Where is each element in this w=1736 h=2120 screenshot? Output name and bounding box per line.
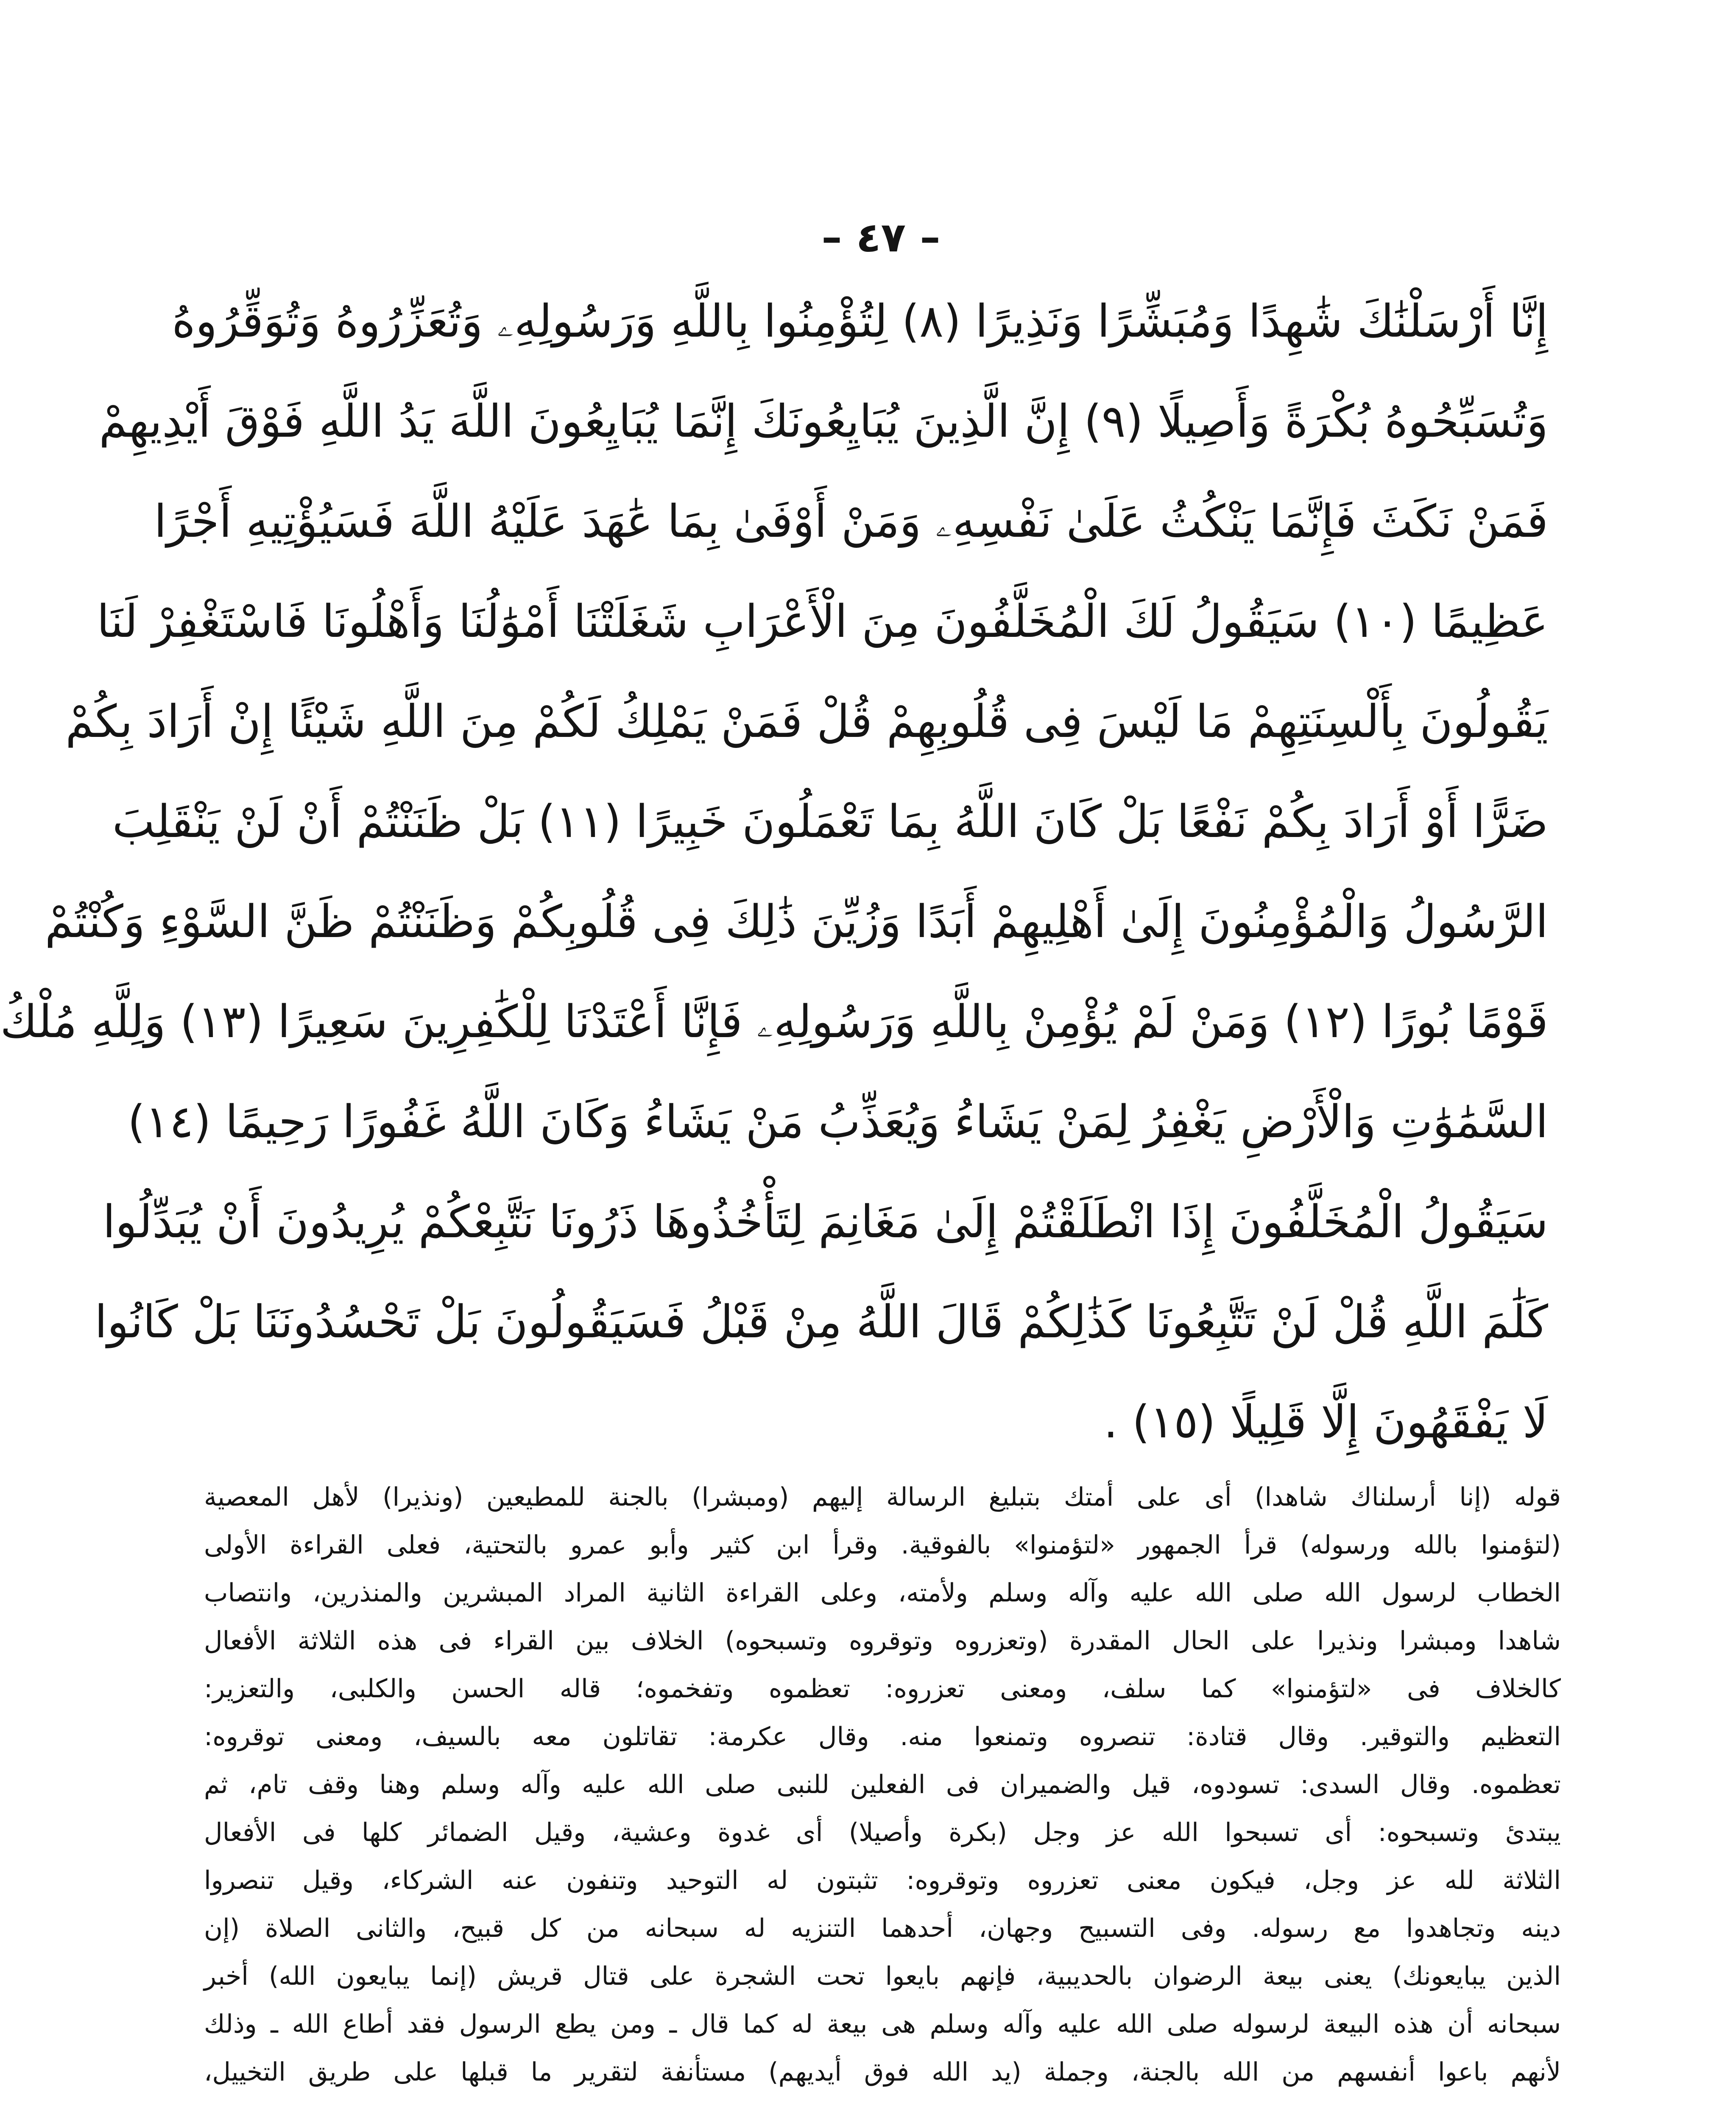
commentary-line: الخطاب لرسول الله صلى الله عليه وآله وسلم ولأمته، وعلى القراءة الثانية المراد المبشرين والمنذرين، وانتصاب: [204, 1578, 1561, 1608]
commentary-line: التعظيم والتوقير. وقال قتادة: تنصروه وتمنعوا منه. وقال عكرمة: تقاتلون معه بالسيف، ومعنى توقروه:: [204, 1722, 1561, 1752]
verse-line: وَتُسَبِّحُوهُ بُكْرَةً وَأَصِيلًا (٩) إِنَّ الَّذِينَ يُبَايِعُونَكَ إِنَّمَا يُبَايِعُونَ اللَّهَ يَدُ اللَّهِ فَوْقَ أَيْدِيهِمْ: [99, 395, 1548, 447]
commentary-line: يبتدئ وتسبحوه: أى تسبحوا الله عز وجل (بكرة وأصيلا) أى غدوة وعشية، وقيل الضمائر كلها فى الأفعال: [204, 1818, 1561, 1847]
commentary-line: الثلاثة لله عز وجل، فيكون معنى تعزروه وتوقروه: تثبتون له التوحيد وتنفون عنه الشركاء، وقيل تنصروا: [204, 1866, 1561, 1895]
page-number: – ٤٧ –: [821, 214, 941, 261]
verse-line: يَقُولُونَ بِأَلْسِنَتِهِمْ مَا لَيْسَ فِى قُلُوبِهِمْ قُلْ فَمَنْ يَمْلِكُ لَكُمْ مِنَ اللَّهِ شَيْئًا إِنْ أَرَادَ بِكُمْ: [65, 695, 1548, 748]
commentary-line: تعظموه. وقال السدى: تسودوه، قيل والضميران فى الفعلين للنبى صلى الله عليه وآله وسلم وهنا وقف تام، ثم: [204, 1770, 1561, 1799]
commentary-line: كالخلاف فى «لتؤمنوا» كما سلف، ومعنى تعزروه: تعظموه وتفخموه؛ قاله الحسن والكلبى، والتعزير:: [204, 1674, 1561, 1704]
commentary-line: لأنهم باعوا أنفسهم من الله بالجنة، وجملة (يد الله فوق أيديهم) مستأنفة لتقرير ما قبلها على طريق التخييل،: [204, 2057, 1561, 2087]
verse-line: ضَرًّا أَوْ أَرَادَ بِكُمْ نَفْعًا بَلْ كَانَ اللَّهُ بِمَا تَعْمَلُونَ خَبِيرًا (١١) بَلْ ظَنَنْتُمْ أَنْ لَنْ يَنْقَلِبَ: [112, 795, 1548, 848]
commentary-line: قوله (إنا أرسلناك شاهدا) أى على أمتك بتبليغ الرسالة إليهم (ومبشرا) بالجنة للمطيعين (ونذيرا) لأهل المعصية: [204, 1482, 1561, 1512]
commentary-line: دينه وتجاهدوا مع رسوله. وفى التسبيح وجهان، أحدهما التنزيه له سبحانه من كل قبيح، والثانى الصلاة (إن: [204, 1914, 1561, 1943]
verse-line: الرَّسُولُ وَالْمُؤْمِنُونَ إِلَىٰ أَهْلِيهِمْ أَبَدًا وَزُيِّنَ ذَٰلِكَ فِى قُلُوبِكُمْ وَظَنَنْتُمْ ظَنَّ السَّوْءِ وَكُنْتُمْ: [45, 895, 1548, 948]
commentary-block: [204, 1473, 1561, 2096]
verse-line: عَظِيمًا (١٠) سَيَقُولُ لَكَ الْمُخَلَّفُونَ مِنَ الْأَعْرَابِ شَغَلَتْنَا أَمْوَٰلُنَا وَأَهْلُونَا فَاسْتَغْفِرْ لَنَا: [97, 595, 1548, 647]
verse-line: قَوْمًا بُورًا (١٢) وَمَنْ لَمْ يُؤْمِنْ بِاللَّهِ وَرَسُولِهِۦ فَإِنَّا أَعْتَدْنَا لِلْكَٰفِرِينَ سَعِيرًا (١٣) وَلِلَّهِ مُلْكُ: [0, 996, 1548, 1048]
verse-line: السَّمَٰوَٰتِ وَالْأَرْضِ يَغْفِرُ لِمَنْ يَشَاءُ وَيُعَذِّبُ مَنْ يَشَاءُ وَكَانَ اللَّهُ غَفُورًا رَحِيمًا (١٤): [128, 1096, 1548, 1148]
commentary-line: سبحانه أن هذه البيعة لرسوله صلى الله عليه وآله وسلم هى بيعة له كما قال ـ ومن يطع الرسول فقد أطاع الله ـ وذلك: [204, 2009, 1561, 2039]
verse-line: لَا يَفْقَهُونَ إِلَّا قَلِيلًا (١٥) .: [1103, 1396, 1548, 1448]
verse-line: سَيَقُولُ الْمُخَلَّفُونَ إِذَا انْطَلَقْتُمْ إِلَىٰ مَغَانِمَ لِتَأْخُذُوهَا ذَرُونَا نَتَّبِعْكُمْ يُرِيدُونَ أَنْ يُبَدِّلُوا: [103, 1196, 1548, 1248]
verse-line: فَمَنْ نَكَثَ فَإِنَّمَا يَنْكُثُ عَلَىٰ نَفْسِهِۦ وَمَنْ أَوْفَىٰ بِمَا عَٰهَدَ عَلَيْهُ اللَّهَ فَسَيُؤْتِيهِ أَجْرًا: [154, 495, 1548, 547]
verse-line: إِنَّا أَرْسَلْنَٰكَ شَٰهِدًا وَمُبَشِّرًا وَنَذِيرًا (٨) لِتُؤْمِنُوا بِاللَّهِ وَرَسُولِهِۦ وَتُعَزِّرُوهُ وَتُوَقِّرُوهُ: [172, 295, 1548, 347]
verse-line: كَلَٰمَ اللَّهِ قُلْ لَنْ تَتَّبِعُونَا كَذَٰلِكُمْ قَالَ اللَّهُ مِنْ قَبْلُ فَسَيَقُولُونَ بَلْ تَحْسُدُونَنَا بَلْ كَانُوا: [95, 1296, 1548, 1348]
commentary-line: (لتؤمنوا بالله ورسوله) قرأ الجمهور «لتؤمنوا» بالفوقية. وقرأ ابن كثير وأبو عمرو بالتحتية، فعلى القراءة الأولى: [204, 1530, 1561, 1560]
commentary-line: الذين يبايعونك) يعنى بيعة الرضوان بالحديبية، فإنهم بايعوا تحت الشجرة على قتال قريش (إنما يبايعون الله) أخبر: [204, 1961, 1561, 1991]
quran-verses-block: [0, 271, 1548, 1472]
commentary-line: شاهدا ومبشرا ونذيرا على الحال المقدرة (وتعزروه وتوقروه وتسبحوه) الخلاف بين القراء فى هذه الثلاثة الأفعال: [204, 1626, 1561, 1656]
